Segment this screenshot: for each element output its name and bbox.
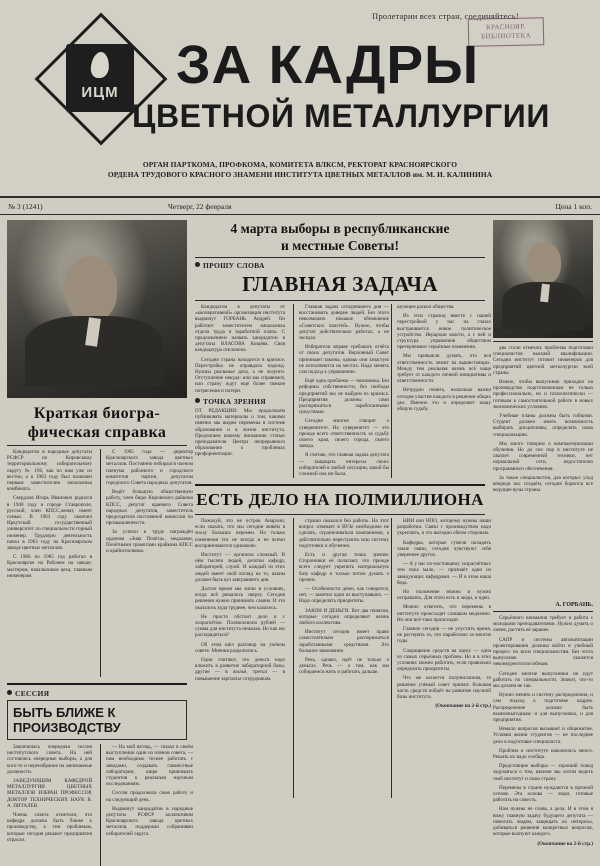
- masthead: [0, 0, 600, 198]
- masthead-subtitle: [0, 160, 600, 180]
- right-continuation: (Окончание на 2-й стр.): [537, 840, 593, 847]
- paragraph: Что же касается полумиллиона, то решение учёный совет принял: большая часть средств пойдёт на развитие научной базы института.: [397, 675, 491, 701]
- portrait-photo-left: [7, 220, 187, 398]
- bio-text-col2: [100, 449, 193, 677]
- paragraph: За такие специалистов, для которых уход впереди нас создаём, сегодня борются все ведущие вузы страны.: [493, 474, 593, 494]
- paragraph: Сегодня многие выпускники не идут работать по специальности. Значит, что-то мы делаем не так.: [493, 670, 593, 690]
- election-banner: [195, 220, 485, 254]
- tochka-zreniya-label: ТОЧКА ЗРЕНИЯ: [203, 396, 267, 406]
- bullet-icon: [195, 262, 200, 267]
- paragraph: Институт — организм сложный. В нём тысячи людей, десятки кафедр, лабораторий, служб. И каждый из этих людей имеет свой взгляд на то, каким должен быть вуз завтрашнего дня.: [195, 552, 285, 583]
- paragraph: Из этих страниц вместе с нашей перестройкой у нас на глазах выстраивается новое политическое устройство. Иерархии власти, а с ней и структура управления обществом претерпевают серьёзные изменения.: [397, 313, 491, 351]
- feature-text-col1: [195, 518, 285, 798]
- paragraph: Важно, чтобы выпускник приходил на производство подготовленным не только профессионально, но и психологически — готовым к самостоятельной работе в новых экономических условиях.: [493, 379, 593, 410]
- paragraph: Можно ответить, что перемены в институте происходят слишком медленно. Но они всё-таки происходят.: [397, 604, 491, 623]
- paragraph: — На мой взгляд, — сказал в своём выступлении один из членов совета, — нам необходимо теснее работать с заводами, создавать совместные лаборатории, шире привлекать студентов к реальным научным исследованиям.: [106, 744, 193, 788]
- paragraph: Предстоящие выборы — хороший повод задуматься о том, какими мы хотим видеть свой институт и свою страну.: [493, 763, 593, 782]
- paragraph: С 1966 по 1985 год работал в Красноярске на Рабочем на заводе: мастером, начальником цеха, главным инженером.: [7, 554, 92, 579]
- flame-icon: [90, 52, 110, 78]
- session-headline: [13, 705, 181, 735]
- paragraph: страши оказался без работы. На этот вопрос отвечает в ВУЗе необходимо не сделать, ограничиваться кампаниями, а действительно перестроить всю систему подготовки и обучения.: [299, 518, 389, 549]
- paragraph: Долгое время мы жили в условиях, когда всё решалось сверху. Сегодня решения нужно принимать самим. И это оказалось куда труднее, чем казалось.: [195, 586, 285, 611]
- session-text-col2: [100, 744, 193, 866]
- session-headline-line2: ПРОИЗВОДСТВУ: [13, 720, 121, 735]
- paragraph: Есть и другая точка зрения. Сторонники её полагают, что прежде всего следует укрепить материальную базу кафедр и только потом думать о прочем.: [299, 552, 389, 583]
- bullet-icon: [7, 690, 12, 695]
- logo-inner-square-icon: [66, 44, 134, 112]
- slogan: Пролетарии всех стран, соединяйтесь!: [372, 11, 519, 21]
- paragraph: Нетрудно понять, насколько важно сегодня участие каждого в решении общих дел. Именно это и определяет нашу общую судьбу.: [397, 387, 491, 413]
- tochka-zreniya-kicker: [195, 398, 285, 405]
- right-text-top: [493, 345, 593, 599]
- issue-price: Цена 1 коп.: [555, 202, 592, 211]
- paragraph: Кафедры, которые сумели наладить такие связи, сегодня чувствуют себя увереннее других.: [397, 539, 491, 559]
- paragraph: Проблем в институте накопилось много. Решать их надо сообща.: [493, 747, 593, 761]
- main-article-title: ГЛАВНАЯ ЗАДАЧА: [242, 272, 438, 296]
- paragraph: Сессия продолжила свою работу и на следующий день.: [106, 790, 193, 803]
- bio-headline-line1: Краткая биогра-: [33, 405, 161, 422]
- divider: [7, 683, 187, 685]
- paragraph: два стали отмечать проблемы подготовки специалистов высшей квалификации. Сегодня институт готовит инженеров для предприятий цветной металлургии всей страны.: [493, 345, 593, 376]
- right-column: [493, 220, 593, 866]
- divider: [7, 445, 187, 446]
- paragraph: шующее раскол общества.: [397, 304, 455, 310]
- paragraph: ЗАКОН И ДЕНЬГИ. Вот два понятия, которые сегодня определяют жизнь любого коллектива.: [299, 607, 389, 627]
- paragraph: ЗАВЕДУЮЩИМ КАФЕДРОЙ МЕТАЛЛУРГИИ ЦВЕТНЫХ МЕТАЛЛОВ ИЗБРАН ПРОФЕССОР, ДОКТОР ТЕХНИЧЕСКИХ НАУК В. А. ПИТАЛЕВ.: [7, 778, 92, 809]
- paragraph: С 1985 года — директор Красноярского завода цветных металлов. Постоянно избирался членом пленума районного и городского комитетов партии, депутатом городского Совета народных депутатов.: [106, 449, 193, 487]
- paragraph: Избиратели вправе требовать отчёта от своих депутатов. Верховный Совет принимает законы, однако они зачастую не исполняются на местах. Надо менять сам подход к управлению.: [299, 344, 389, 376]
- election-banner-line2: и местные Советы!: [281, 238, 399, 253]
- paragraph: — Особенности денег, как говорится, нет, — заметил один из выступавших. — Надо определить приоритеты.: [299, 586, 389, 605]
- paragraph: Свердлов Игорь Иванович родился в 1940 году в городе Ставрополе, русский, член КПСС,женат, имеет семью. В 1963 году окончил Иркутский государственный университет по специальности горный инженер. Трудовую деятельность начал в 1963 году на Красноярском заводе цветных металлов.: [7, 495, 92, 552]
- issue-infobar: [0, 198, 600, 215]
- paragraph: Мы много говорим о компьютеризации обучения. Но до сих пор в институте не хватает современной техники, нет нормальной сети, недостаточно программного обеспечения.: [493, 440, 593, 472]
- masthead-subtitle-line2: ОРДЕНА ТРУДОВОГО КРАСНОГО ЗНАМЕНИ ИНСТИТУТА ЦВЕТНЫХ МЕТАЛЛОВ им. М. И. КАЛИНИНА: [107, 170, 493, 179]
- paragraph: Главная задача сегодняшнего дня — восстановить доверие людей. Без этого невозможно никакое обновление «Советских властей». Нужно, чтобы депутат действительно работал, а не заседал.: [299, 304, 389, 342]
- paragraph: Но положение можно и нужно исправлять. Для этого есть и люди, и идеи.: [397, 589, 491, 602]
- paragraph: Ведёт большую общественную работу, член бюро Кировского райкома КПСС, депутат краевого Совета народных депутатов, заместитель председателя постоянной комиссии по промышленности.: [106, 489, 193, 527]
- paragraph: Главное сегодня — не упустить время, не растерять то, что наработано за многие годы.: [397, 626, 491, 645]
- feature-title: ЕСТЬ ДЕЛО НА ПОЛМИЛЛИОНА: [196, 490, 484, 509]
- left-column: [7, 220, 193, 866]
- session-kicker-label: СЕССИЯ: [15, 689, 50, 698]
- paragraph: Закончилась очередная сессия институтского совета. На ней состоялись очередные выборы, а для кого-то и переизбрание на занимаемые должности.: [7, 744, 92, 775]
- center-column: [195, 220, 491, 800]
- content-area: [0, 215, 600, 866]
- paragraph: Сегодня страна находится в кризисе. Перестройка не оправдала надежд. Нужны реальные дела, а не лозунги. Отступление некуда: или мы справимся, или страну ждут ещё более тяжкие потрясения и потери.: [195, 356, 285, 394]
- paragraph: Об этом шёл разговор на учёном совете. Мнения разделились.: [195, 641, 285, 654]
- election-banner-line1: 4 марта выборы в республиканские: [230, 221, 450, 236]
- paragraph: Перемены в стране нуждаются в прочной основе. Эта основа — люди, готовые работать на совесть.: [493, 784, 593, 804]
- divider: [195, 484, 485, 486]
- feature-text-col2: [293, 518, 389, 798]
- paragraph: Нужно менять и систему распределения, и сам подход к подготовке кадров. Распределение должно быть взаимовыгодным: и для выпускника, и для предприятия.: [493, 692, 593, 724]
- session-headline-line1: БЫТЬ БЛИЖЕ К: [13, 705, 116, 720]
- divider: [195, 300, 485, 301]
- paragraph: Учебные планы должны быть гибкими. Студент должен иметь возможность выбирать дисциплины, определять свою специализацию.: [493, 413, 593, 438]
- paragraph: Не просто обстоит дело и с хозрасчётом. Полмиллиона рублей — сумма для института немалая. Но как ею распорядиться?: [195, 613, 285, 639]
- library-stamp: КРАСНОЯР. БИБЛИОТЕКА: [468, 17, 545, 47]
- paragraph: Институт сегодня имеет право самостоятельно распоряжаться заработанными средствами. Это большое завоевание.: [299, 629, 389, 654]
- paragraph: Нам нужны не слова, а дела. И в этом я вижу главную задачу будущего депутата — помогать людям, защищать их интересы, добиваться решения конкретных вопросов, которые волнуют каждого.: [493, 806, 593, 838]
- bio-text-col1: [7, 449, 92, 677]
- paragraph: Сегодня многие говорят о суверенитете. Но суверенитет — это прежде всего ответственность за судьбу своего края, своего города, своего завода.: [299, 418, 389, 450]
- bullet-icon: [195, 398, 200, 403]
- paragraph: Одни считают, что деньги надо вложить в развитие лабораторной базы, другие — в жильё, третьи — в повышение зарплаты сотрудникам.: [195, 657, 285, 682]
- logo-letters: ИЦМ: [81, 84, 119, 101]
- paragraph: Члены совета отметили, что кафедра должна быть ближе к производству, к тем проблемам, которые сегодня решают предприятия отрасли.: [7, 812, 92, 843]
- paragraph: Сокращение средств на науку — одна из самых серьёзных проблем. Но и в этих условиях можно работать, если правильно определить приоритеты.: [397, 647, 491, 673]
- divider: [195, 257, 485, 258]
- paragraph: Кандидатом в депутаты от «кооперативной» организации института выдвинут ГОРБАНЬ Андрей. Он работает заместителем начальника отдела труда и заработной платы. С предложением назвать кандидатом в депутаты ВЛАСОВА Кищёва. Своя кандидатура отклонена.: [195, 304, 285, 354]
- divider: [493, 611, 593, 612]
- right-text-bottom: [493, 615, 593, 866]
- paragraph: — А у нас по-настоящему хозрасчётных тем пока мало, — признаёт один из заведующих кафедрами. — И в этом наша беда.: [397, 561, 491, 586]
- main-text-col3: [391, 304, 491, 478]
- bio-headline: [7, 404, 187, 442]
- prosu-slova-kicker: [195, 261, 485, 270]
- editorial-note: ОТ РЕДАКЦИИ: Мы продолжаем публиковать материалы о том, какими именно мы видим перемены в системе образования и в жизни института. Предлагаем вашему вниманию статью преподавателя Центра непрерывного образования о проблемах профориентации.: [195, 408, 285, 458]
- portrait-photo-right: [493, 220, 593, 338]
- prosu-slova-label: ПРОШУ СЛОВА: [203, 261, 265, 270]
- session-box: [7, 700, 187, 740]
- divider: [493, 341, 593, 342]
- session-text-col1: [7, 744, 92, 866]
- bio-headline-line2: фическая справка: [27, 424, 167, 441]
- main-text-col2: [293, 304, 389, 478]
- feature-continuation: (Окончание на 2-й стр.): [435, 703, 491, 710]
- page-title-line2: ЦВЕТНОЙ МЕТАЛЛУРГИИ: [132, 98, 550, 134]
- paragraph: Речь, однако, идёт не только о деньгах. Речь — о том, как мы собираемся жить и работать дальше.: [299, 657, 389, 676]
- session-kicker: [7, 689, 187, 698]
- main-text-col1: [195, 304, 285, 478]
- paragraph: Немало вопросов вызывает и общежитие. Условия жизни студентов — не последнее дело в подготовке специалиста.: [493, 726, 593, 745]
- divider: [195, 514, 485, 515]
- issue-date: Четверг, 22 февраля: [168, 202, 232, 211]
- paragraph: За успехи в труде награждён орденом «Знак Почёта», медалями, Почётными грамотами крайкома КПСС и крайисполкома.: [106, 529, 193, 555]
- paragraph: НИИ или НПО, которому нужны наши разработки. Связи с производством надо укреплять, и это выгодно обеим сторонам.: [397, 518, 491, 537]
- masthead-subtitle-line1: ОРГАН ПАРТКОМА, ПРОФКОМА, КОМИТЕТА ВЛКСМ, РЕКТОРАТ КРАСНОЯРСКОГО: [142, 160, 458, 169]
- issue-number: № 3 (1241): [8, 202, 43, 211]
- paragraph: Я считаю, что главная задача депутата — защищать интересы своих избирателей в любой ситуации, какой бы сложной она ни была.: [299, 452, 389, 478]
- page-title-line1: ЗА КАДРЫ: [176, 35, 480, 95]
- feature-text-col3: [391, 518, 491, 798]
- paragraph: Ещё одна проблема — экономика. Без реформы собственности, без свободы предприятий мы не выйдем из кризиса. Предприятия должны сами распоряжаться заработанными средствами.: [299, 378, 389, 416]
- paragraph: Серьёзного внимания требует и работа с молодыми преподавателями. Нужно думать о смене, растить её заранее.: [493, 615, 593, 634]
- paragraph: Кандидатом в народные депутаты РСФСР по Кировскому территориальному избирательному округу № 196, как по нам уже из вестно, а в 1963 году был назначен первым заместителем начальника комбината.: [7, 449, 92, 493]
- paragraph: Пожалуй, это не остров Анархии, если сказать, что мы сегодня живём в эпоху больших перемен. Но только изменения эти не всегда и не всеми воспринимаются одинаково.: [195, 518, 285, 549]
- paragraph: Мы привыкли думать, что вся ответственность лежит на вышестоящих. Между тем реальная жизнь всё чаще требует от каждого личной инициативы и ответственности.: [397, 353, 491, 385]
- article-signature: А. ГОРБАНЬ.: [555, 602, 593, 608]
- paragraph: Выдвинут кандидатом в народные депутаты РСФСР коллективом Красноярского завода цветных металлов, поддержан собраниями избирателей округа.: [106, 805, 193, 837]
- paragraph: САПР и системы автоматизации проектирования должны войти в учебный процесс по всем специальностям. Без этого выпускник окажется неконкурентоспособным.: [493, 636, 593, 668]
